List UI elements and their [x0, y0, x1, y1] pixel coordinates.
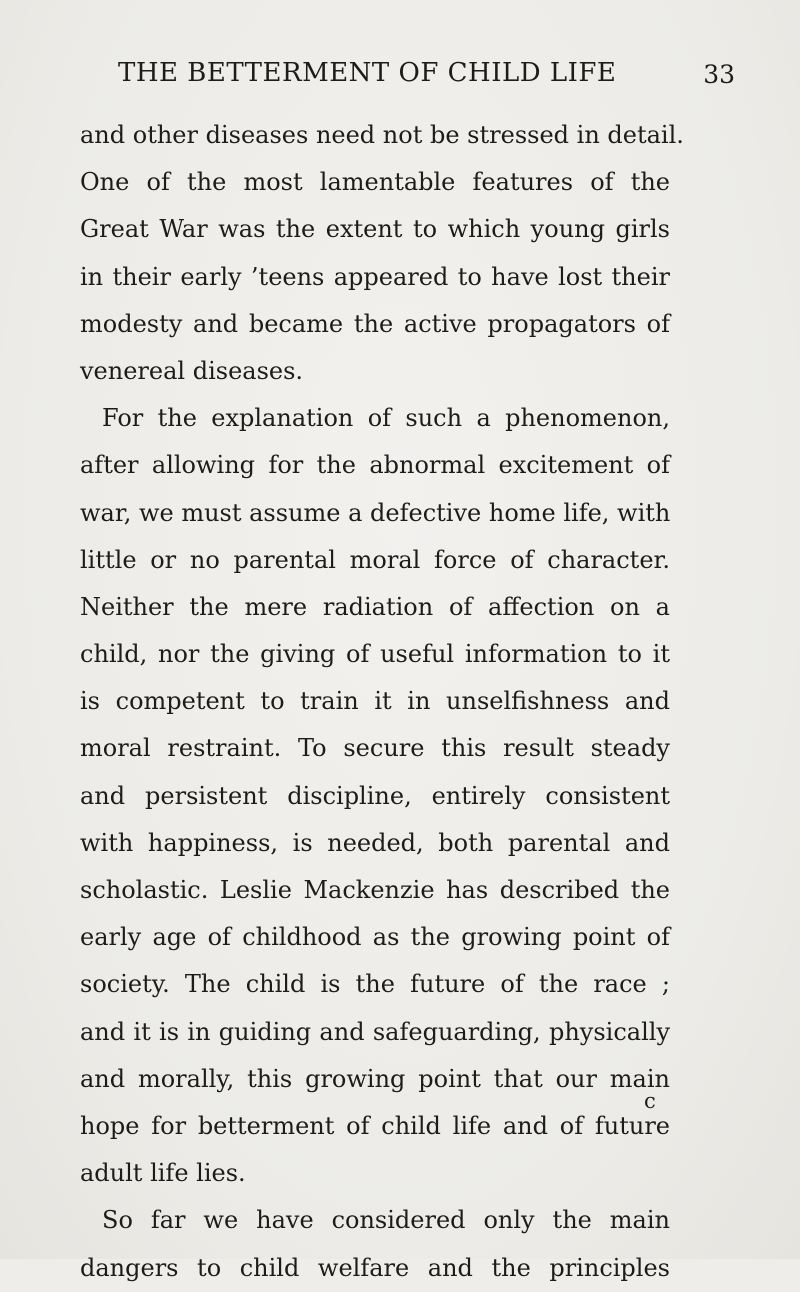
text-line: For the explanation of such a phenomenon,: [102, 404, 670, 433]
text-line: Neither the mere radiation of affection on a: [80, 592, 670, 621]
text-line: is competent to train it in unselfishness and: [80, 687, 670, 716]
body-text: [80, 112, 684, 1292]
text-line: early age of childhood as the growing point of: [80, 923, 670, 952]
text-line: after allowing for the abnormal excitement of: [80, 451, 670, 480]
text-line: society. The child is the future of the race ;: [80, 970, 670, 999]
signature-mark: c: [644, 1089, 656, 1113]
text-line: and it is in guiding and safeguarding, physically: [80, 1017, 670, 1046]
text-line: in their early ’teens appeared to have lost their: [80, 262, 670, 291]
text-line: and persistent discipline, entirely consistent: [80, 781, 670, 810]
text-line: scholastic. Leslie Mackenzie has described the: [80, 876, 670, 904]
text-line: One of the most lamentable features of the: [80, 168, 670, 197]
text-line: Great War was the extent to which young girls: [80, 215, 670, 244]
text-line: hope for betterment of child life and of future: [80, 1111, 670, 1140]
text-line: and morally, this growing point that our main: [80, 1064, 670, 1093]
text-line: little or no parental moral force of character.: [80, 545, 670, 574]
text-line: war, we must assume a defective home life, with: [80, 498, 671, 527]
running-head: [70, 58, 735, 98]
text-line: modesty and became the active propagators of: [80, 309, 670, 338]
text-line: So far we have considered only the main: [102, 1206, 670, 1235]
running-head-title: THE BETTERMENT OF CHILD LIFE: [118, 58, 617, 88]
text-line: child, nor the giving of useful information to it: [80, 640, 670, 669]
text-line: venereal diseases.: [80, 356, 304, 385]
text-line: adult life lies.: [80, 1159, 246, 1188]
text-line: and other diseases need not be stressed in detail.: [80, 121, 684, 149]
text-line: dangers to child welfare and the principles: [80, 1253, 670, 1282]
text-line: with happiness, is needed, both parental and: [80, 828, 670, 857]
page-number: 33: [703, 60, 735, 89]
text-line: moral restraint. To secure this result steady: [80, 734, 670, 763]
